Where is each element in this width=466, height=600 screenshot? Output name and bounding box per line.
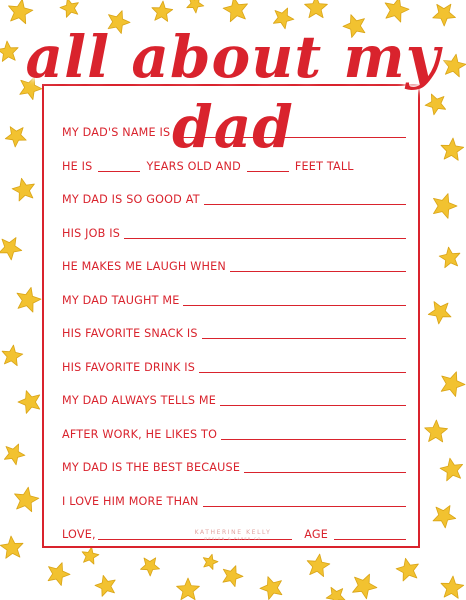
star-icon [307,554,330,577]
age-prefix-label: HE IS [62,160,93,173]
page-title: all about my dad [25,23,441,161]
dad-age-blank[interactable] [98,171,140,172]
star-icon [326,587,345,600]
drink-row [62,355,406,375]
love-more-label: I LOVE HIM MORE THAN [62,495,199,508]
job-label: HIS JOB IS [62,227,121,240]
brand-tagline: DESIGN & PAPER CO [204,537,262,541]
after-work-blank[interactable] [221,439,406,440]
height-suffix-label: FEET TALL [294,160,354,173]
star-icon [12,178,34,201]
brand-footer [0,529,466,541]
drink-label: HIS FAVORITE DRINK IS [62,361,196,374]
laugh-blank[interactable] [230,271,406,272]
star-icon [441,372,465,397]
job-row [62,221,406,241]
love-label: LOVE, [62,528,96,541]
after-work-row [62,422,406,442]
star-icon [425,420,448,442]
star-icon [396,558,418,581]
tells-row [62,388,406,408]
love-more-row [62,489,406,509]
star-icon [9,0,33,24]
star-icon [439,247,460,268]
star-icon [353,574,377,599]
good-at-label: MY DAD IS SO GOOD AT [62,193,200,206]
star-icon [441,576,464,598]
snack-blank[interactable] [202,338,406,339]
after-work-label: AFTER WORK, HE LIKES TO [62,428,218,441]
star-icon [60,0,78,17]
star-icon [177,578,200,600]
star-icon [15,487,39,512]
job-blank[interactable] [124,238,406,239]
age-label: AGE [304,528,328,541]
star-icon [428,302,451,324]
star-icon [440,458,463,481]
star-icon [223,566,243,587]
tells-label: MY DAD ALWAYS TELLS ME [62,394,217,407]
dad-name-row [62,120,406,140]
laugh-label: HE MAKES ME LAUGH WHEN [62,260,226,273]
star-icon [141,558,160,576]
star-icon [434,194,458,219]
taught-label: MY DAD TAUGHT ME [62,294,180,307]
star-icon [385,0,409,22]
star-icon [95,575,115,596]
taught-blank[interactable] [183,305,406,306]
age-height-row [62,154,406,174]
good-at-row [62,187,406,207]
snack-row [62,321,406,341]
brand-name: KATHERINE KELLY [194,529,272,536]
dad-name-blank[interactable] [174,137,406,138]
dad-name-label: MY DAD'S NAME IS [62,126,171,139]
good-at-blank[interactable] [204,204,406,205]
star-icon [187,0,204,13]
best-label: MY DAD IS THE BEST BECAUSE [62,461,241,474]
star-icon [4,444,25,465]
star-icon [152,1,173,21]
star-icon [203,554,218,569]
star-icon [18,391,40,414]
age-middle-label: YEARS OLD AND [146,160,241,173]
drink-blank[interactable] [199,372,406,373]
laugh-row [62,254,406,274]
star-icon [305,0,328,18]
star-icon [0,238,22,260]
star-icon [17,287,41,312]
snack-label: HIS FAVORITE SNACK IS [62,327,198,340]
star-icon [2,345,23,366]
taught-row [62,288,406,308]
best-blank[interactable] [244,472,406,473]
best-row [62,455,406,475]
star-icon [433,506,456,528]
star-icon [260,577,282,600]
star-icon [223,0,247,22]
tells-blank[interactable] [220,405,406,406]
dad-height-blank[interactable] [247,171,289,172]
love-more-blank[interactable] [203,506,406,507]
star-icon [82,547,99,564]
star-icon [48,563,70,586]
